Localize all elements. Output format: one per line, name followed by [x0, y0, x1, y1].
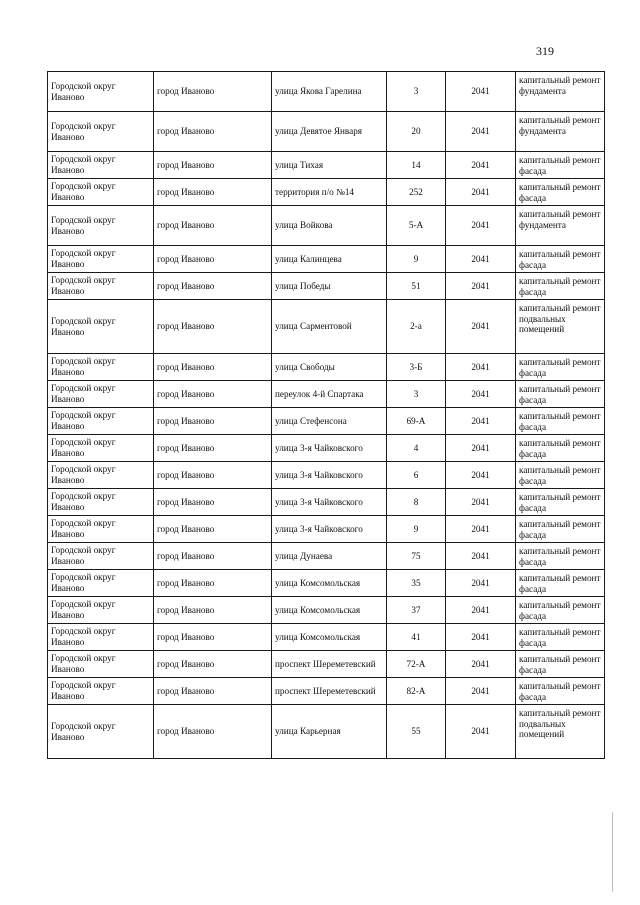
table-row: [48, 246, 605, 273]
district-cell: Городской округ Иваново: [48, 435, 154, 462]
street-cell: улица Карьерная: [272, 705, 387, 759]
house-number-cell: 2-а: [387, 300, 446, 354]
repair-schedule-table: [47, 71, 605, 759]
city-cell: город Иваново: [154, 408, 272, 435]
repair-type-cell: капитальный ремонт подвальных помещений: [516, 300, 605, 354]
street-cell: улица Войкова: [272, 206, 387, 246]
street-cell: улица 3-я Чайковского: [272, 516, 387, 543]
house-number-cell: 20: [387, 112, 446, 152]
year-cell: 2041: [446, 462, 516, 489]
repair-type-cell: капитальный ремонт фасада: [516, 516, 605, 543]
table-row: [48, 112, 605, 152]
year-cell: 2041: [446, 516, 516, 543]
district-cell: Городской округ Иваново: [48, 112, 154, 152]
repair-type-cell: капитальный ремонт фасада: [516, 678, 605, 705]
city-cell: город Иваново: [154, 597, 272, 624]
repair-type-cell: капитальный ремонт фундамента: [516, 72, 605, 112]
repair-type-cell: капитальный ремонт фасада: [516, 597, 605, 624]
street-cell: переулок 4-й Спартака: [272, 381, 387, 408]
repair-type-cell: капитальный ремонт фасада: [516, 570, 605, 597]
district-cell: Городской округ Иваново: [48, 408, 154, 435]
district-cell: Городской округ Иваново: [48, 273, 154, 300]
street-cell: улица Свободы: [272, 354, 387, 381]
street-cell: улица Девятое Января: [272, 112, 387, 152]
district-cell: Городской округ Иваново: [48, 72, 154, 112]
district-cell: Городской округ Иваново: [48, 651, 154, 678]
year-cell: 2041: [446, 246, 516, 273]
district-cell: Городской округ Иваново: [48, 678, 154, 705]
year-cell: 2041: [446, 624, 516, 651]
repair-type-cell: капитальный ремонт фасада: [516, 273, 605, 300]
district-cell: Городской округ Иваново: [48, 705, 154, 759]
street-cell: проспект Шереметевский: [272, 651, 387, 678]
city-cell: город Иваново: [154, 570, 272, 597]
house-number-cell: 69-А: [387, 408, 446, 435]
year-cell: 2041: [446, 435, 516, 462]
street-cell: улица Якова Гарелина: [272, 72, 387, 112]
house-number-cell: 55: [387, 705, 446, 759]
street-cell: улица Комсомольская: [272, 624, 387, 651]
year-cell: 2041: [446, 72, 516, 112]
table-row: [48, 516, 605, 543]
year-cell: 2041: [446, 408, 516, 435]
repair-type-cell: капитальный ремонт фасада: [516, 246, 605, 273]
district-cell: Городской округ Иваново: [48, 489, 154, 516]
year-cell: 2041: [446, 543, 516, 570]
house-number-cell: 3: [387, 72, 446, 112]
city-cell: город Иваново: [154, 462, 272, 489]
district-cell: Городской округ Иваново: [48, 206, 154, 246]
district-cell: Городской округ Иваново: [48, 570, 154, 597]
repair-type-cell: капитальный ремонт фасада: [516, 408, 605, 435]
district-cell: Городской округ Иваново: [48, 381, 154, 408]
table-row: [48, 570, 605, 597]
district-cell: Городской округ Иваново: [48, 543, 154, 570]
repair-type-cell: капитальный ремонт фасада: [516, 179, 605, 206]
table-row: [48, 435, 605, 462]
city-cell: город Иваново: [154, 705, 272, 759]
table-row: [48, 624, 605, 651]
table-row: [48, 597, 605, 624]
street-cell: улица 3-я Чайковского: [272, 462, 387, 489]
house-number-cell: 82-А: [387, 678, 446, 705]
house-number-cell: 41: [387, 624, 446, 651]
house-number-cell: 72-А: [387, 651, 446, 678]
year-cell: 2041: [446, 300, 516, 354]
table-row: [48, 72, 605, 112]
table-row: [48, 152, 605, 179]
city-cell: город Иваново: [154, 112, 272, 152]
district-cell: Городской округ Иваново: [48, 462, 154, 489]
house-number-cell: 51: [387, 273, 446, 300]
street-cell: улица Комсомольская: [272, 597, 387, 624]
repair-type-cell: капитальный ремонт фасада: [516, 543, 605, 570]
year-cell: 2041: [446, 354, 516, 381]
city-cell: город Иваново: [154, 152, 272, 179]
table-row: [48, 408, 605, 435]
street-cell: проспект Шереметевский: [272, 678, 387, 705]
repair-type-cell: капитальный ремонт фасада: [516, 354, 605, 381]
city-cell: город Иваново: [154, 678, 272, 705]
table-row: [48, 489, 605, 516]
street-cell: территория п/о №14: [272, 179, 387, 206]
table-row: [48, 273, 605, 300]
city-cell: город Иваново: [154, 300, 272, 354]
house-number-cell: 35: [387, 570, 446, 597]
district-cell: Городской округ Иваново: [48, 516, 154, 543]
district-cell: Городской округ Иваново: [48, 152, 154, 179]
repair-type-cell: капитальный ремонт фасада: [516, 624, 605, 651]
repair-type-cell: капитальный ремонт фасада: [516, 435, 605, 462]
table-row: [48, 354, 605, 381]
year-cell: 2041: [446, 152, 516, 179]
city-cell: город Иваново: [154, 489, 272, 516]
year-cell: 2041: [446, 678, 516, 705]
repair-type-cell: капитальный ремонт фасада: [516, 152, 605, 179]
city-cell: город Иваново: [154, 206, 272, 246]
year-cell: 2041: [446, 381, 516, 408]
repair-type-cell: капитальный ремонт фасада: [516, 489, 605, 516]
table-row: [48, 678, 605, 705]
house-number-cell: 9: [387, 516, 446, 543]
house-number-cell: 4: [387, 435, 446, 462]
street-cell: улица Комсомольская: [272, 570, 387, 597]
table-row: [48, 651, 605, 678]
year-cell: 2041: [446, 570, 516, 597]
house-number-cell: 9: [387, 246, 446, 273]
repair-type-cell: капитальный ремонт фасада: [516, 462, 605, 489]
table-row: [48, 462, 605, 489]
year-cell: 2041: [446, 273, 516, 300]
city-cell: город Иваново: [154, 179, 272, 206]
house-number-cell: 3: [387, 381, 446, 408]
street-cell: улица Победы: [272, 273, 387, 300]
table-row: [48, 206, 605, 246]
repair-type-cell: капитальный ремонт фундамента: [516, 112, 605, 152]
city-cell: город Иваново: [154, 435, 272, 462]
street-cell: улица Калинцева: [272, 246, 387, 273]
year-cell: 2041: [446, 112, 516, 152]
repair-type-cell: капитальный ремонт фасада: [516, 381, 605, 408]
city-cell: город Иваново: [154, 543, 272, 570]
table-row: [48, 179, 605, 206]
city-cell: город Иваново: [154, 273, 272, 300]
city-cell: город Иваново: [154, 354, 272, 381]
year-cell: 2041: [446, 206, 516, 246]
city-cell: город Иваново: [154, 651, 272, 678]
street-cell: улица Сарментовой: [272, 300, 387, 354]
table-row: [48, 381, 605, 408]
house-number-cell: 3-Б: [387, 354, 446, 381]
district-cell: Городской округ Иваново: [48, 300, 154, 354]
city-cell: город Иваново: [154, 516, 272, 543]
city-cell: город Иваново: [154, 72, 272, 112]
page-number: 319: [536, 44, 554, 58]
district-cell: Городской округ Иваново: [48, 179, 154, 206]
house-number-cell: 5-А: [387, 206, 446, 246]
district-cell: Городской округ Иваново: [48, 624, 154, 651]
street-cell: улица Стефенсона: [272, 408, 387, 435]
house-number-cell: 14: [387, 152, 446, 179]
street-cell: улица 3-я Чайковского: [272, 489, 387, 516]
house-number-cell: 6: [387, 462, 446, 489]
city-cell: город Иваново: [154, 381, 272, 408]
table-row: [48, 300, 605, 354]
district-cell: Городской округ Иваново: [48, 246, 154, 273]
district-cell: Городской округ Иваново: [48, 597, 154, 624]
house-number-cell: 8: [387, 489, 446, 516]
street-cell: улица Дунаева: [272, 543, 387, 570]
year-cell: 2041: [446, 597, 516, 624]
city-cell: город Иваново: [154, 624, 272, 651]
street-cell: улица Тихая: [272, 152, 387, 179]
house-number-cell: 252: [387, 179, 446, 206]
house-number-cell: 75: [387, 543, 446, 570]
street-cell: улица 3-я Чайковского: [272, 435, 387, 462]
repair-type-cell: капитальный ремонт фасада: [516, 651, 605, 678]
repair-type-cell: капитальный ремонт подвальных помещений: [516, 705, 605, 759]
house-number-cell: 37: [387, 597, 446, 624]
table-row: [48, 543, 605, 570]
table-row: [48, 705, 605, 759]
repair-type-cell: капитальный ремонт фундамента: [516, 206, 605, 246]
year-cell: 2041: [446, 179, 516, 206]
year-cell: 2041: [446, 489, 516, 516]
scan-edge-mark: [612, 812, 613, 892]
district-cell: Городской округ Иваново: [48, 354, 154, 381]
city-cell: город Иваново: [154, 246, 272, 273]
year-cell: 2041: [446, 705, 516, 759]
year-cell: 2041: [446, 651, 516, 678]
